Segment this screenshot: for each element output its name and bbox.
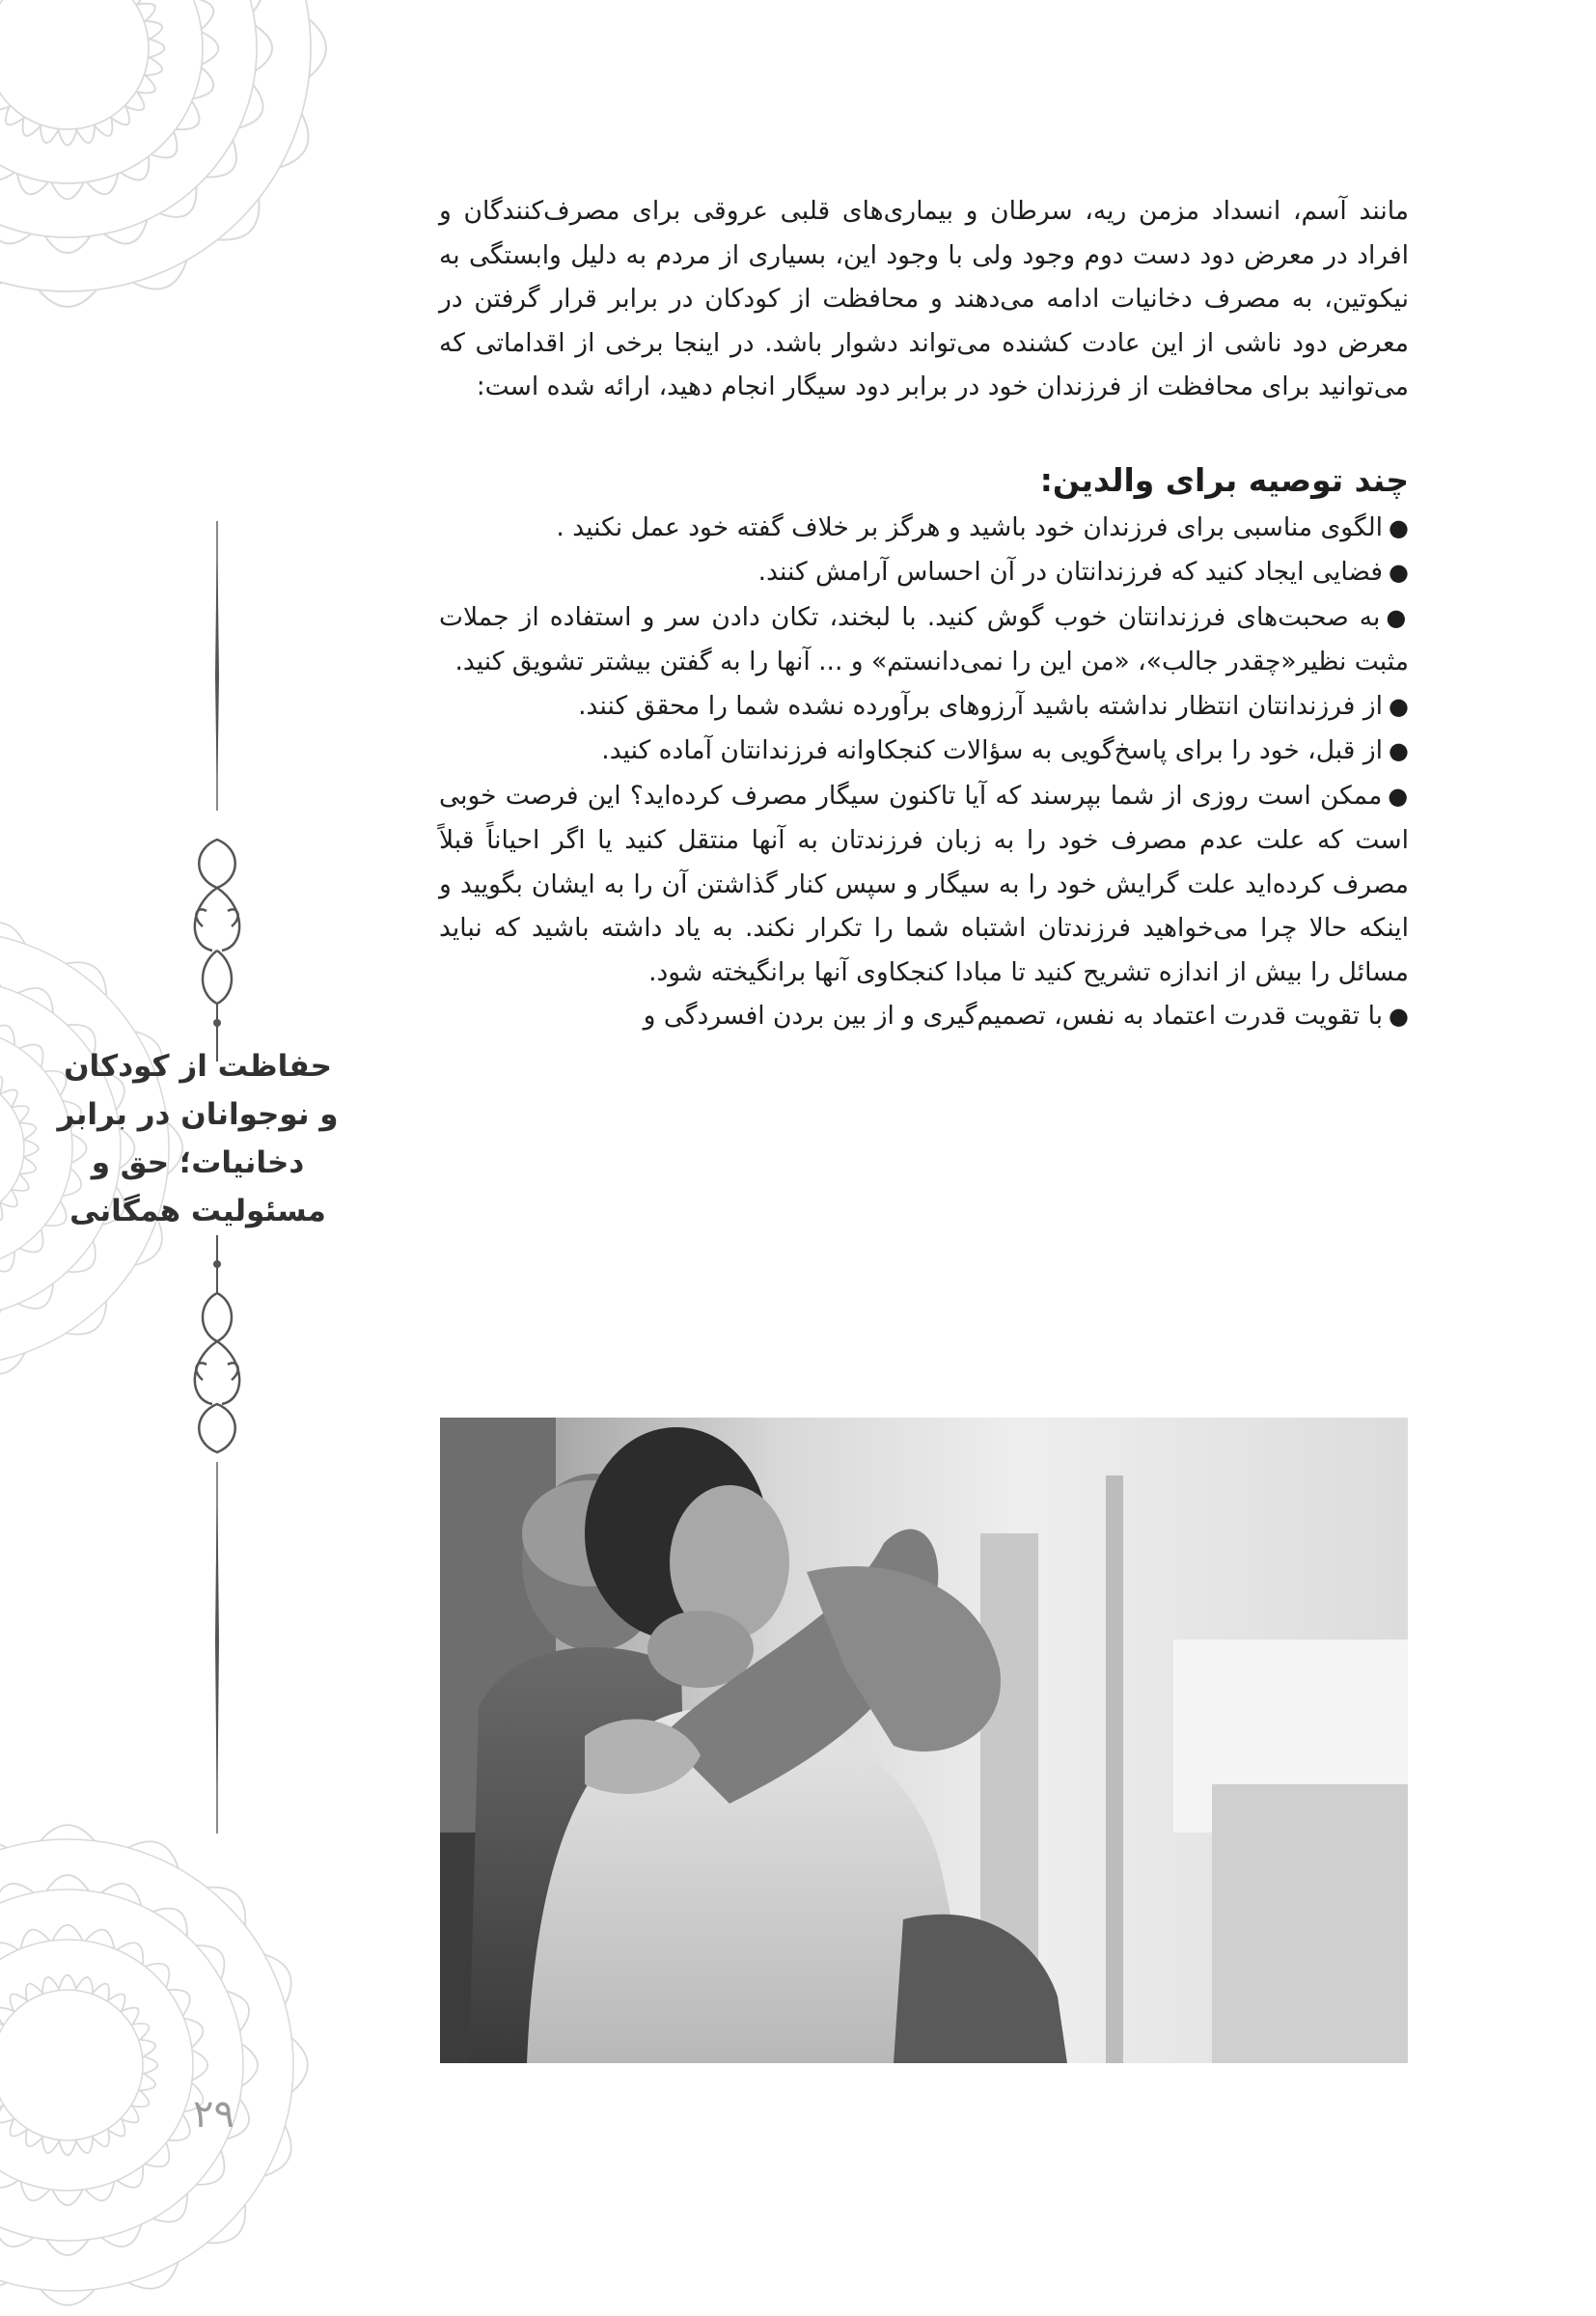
bullet-icon: ● (1389, 559, 1409, 586)
side-title-line: دخانیات؛ حق و (91, 1145, 305, 1180)
list-item: ●فضایی ایجاد کنید که فرزندانتان در آن احساس آرامش کنند. (757, 557, 1409, 587)
page-number: ۲۹ (193, 2092, 234, 2137)
side-title-line: و نوجوانان در برابر (57, 1097, 339, 1132)
bullet-icon: ● (1389, 1003, 1409, 1030)
list-item: ●ممکن است روزی از شما بپرسند که آیا تاکنون سیگار مصرف کرده‌اید؟ این فرصت خوبی است که علت عدم مصرف خود را به زبان فرزندتان به آنها منتقل کنید یا اگر احیاناً قبلاً مصرف کرده‌اید علت گرایش خود را به سیگار و سپس کنار گذاشتن آن را به ایشان بگویید و اینکه حالا چرا می‌خواهید فرزندتان اشتباه شما را تکرار نکند. به یاد داشته باشید که نباید مسائل را بیش از اندازه تشریح کنید تا مبادا کنجکاوی آنها برانگیخته شود. (439, 780, 1409, 987)
recommendations-list (439, 506, 1409, 1039)
article-body (439, 189, 1409, 1039)
list-item: ●از فرزندانتان انتظار نداشته باشید آرزوهای برآورده نشده شما را محقق کنند. (578, 690, 1409, 721)
side-title (29, 1042, 367, 1235)
section-heading: چند توصیه برای والدین: (1039, 460, 1409, 499)
intro-paragraph: مانند آسم، انسداد مزمن ریه، سرطان و بیماری‌های قلبی عروقی برای مصرف‌کنندگان و افراد در معرض دود دست دوم وجود ولی با وجود این، بسیاری از مردم به دلیل وابستگی به نیکوتین، به مصرف دخانیات ادامه می‌دهند و محافظت از کودکان در برابر قرار گرفتن در معرض دود ناشی از این عادت کشنده می‌تواند دشوار باشد. در اینجا برخی از اقداماتی که می‌توانید برای محافظت از فرزندان خود در برابر دود سیگار انجام دهید، ارائه شده است: (439, 196, 1409, 401)
bullet-icon: ● (1389, 513, 1409, 541)
vertical-ornament-top-icon (183, 521, 251, 1062)
list-item: ●از قبل، خود را برای پاسخ‌گویی به سؤالات کنجکاوانه فرزندانتان آماده کنید. (601, 735, 1409, 765)
bullet-icon: ● (1386, 603, 1409, 631)
list-item: ●به صحبت‌های فرزندانتان خوب گوش کنید. با لبخند، تکان دادن سر و استفاده از جملات مثبت نظیر«چقدر جالب»، «من این را نمی‌دانستم» و ... آنها را به گفتن بیشتر تشویق کنید. (439, 601, 1409, 676)
bullet-icon: ● (1388, 782, 1409, 810)
list-item: ●الگوی مناسبی برای فرزندان خود باشید و هرگز بر خلاف گفته خود عمل نکنید . (556, 511, 1409, 542)
mandala-decoration-top-icon (0, 0, 338, 318)
bullet-icon: ● (1389, 692, 1409, 720)
mandala-decoration-bottom-icon (0, 1814, 318, 2316)
bullet-icon: ● (1389, 737, 1409, 764)
side-title-line: حفاظت از کودکان (64, 1049, 332, 1084)
list-item: ●با تقویت قدرت اعتماد به نفس، تصمیم‌گیری و از بین بردن افسردگی و (643, 1001, 1409, 1031)
side-title-line: مسئولیت همگانی (69, 1194, 326, 1228)
father-son-hug-photo (440, 1418, 1408, 2063)
vertical-ornament-bottom-icon (183, 1235, 251, 1834)
